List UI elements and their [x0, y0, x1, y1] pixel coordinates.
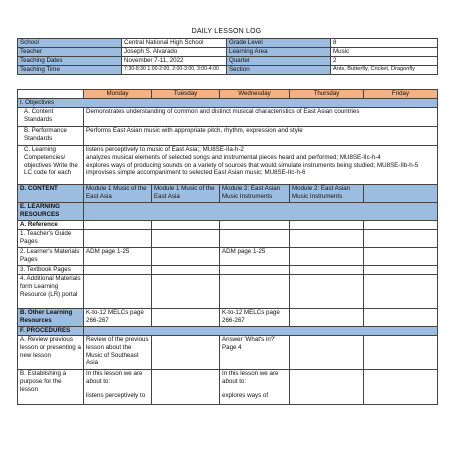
content-thursday: Module 2: East Asian Music Instruments — [290, 185, 364, 203]
dates-label: Teaching Dates — [18, 57, 122, 66]
learners-materials-monday: ADM page 1-25 — [84, 248, 152, 266]
content-tuesday: Module 1 Music of the East Asia — [152, 185, 220, 203]
area-label: Learning Area — [227, 48, 331, 57]
school-value: Central National High School — [122, 39, 227, 48]
review-monday: Review of the previous lesson about the Music of Southeast Asia — [84, 336, 152, 370]
day-thursday: Thursday — [290, 90, 364, 99]
competency-1: listens perceptively to music of East Asia;; MU8SE-IIa-h-2 — [86, 146, 244, 153]
teacher-label: Teacher — [18, 48, 122, 57]
time-label: Teaching Time — [18, 66, 122, 75]
school-label: School — [18, 39, 122, 48]
competency-4: improvises simple accompaniment to selected East Asian music; MU8SE-IIc-h-6 — [86, 169, 306, 177]
purpose-wednesday-line-2: explores ways of — [222, 391, 269, 399]
section-label: Section — [227, 66, 331, 75]
quarter-value: 2 — [331, 57, 438, 66]
learners-materials-label: 2. Learner's Materials Pages — [18, 248, 84, 266]
review-wednesday: Answer 'What's in?' Page 4 — [220, 336, 290, 370]
day-friday: Friday — [364, 90, 438, 99]
other-resources-label: B. Other Learning Resources — [18, 309, 84, 327]
teachers-guide-label: 1. Teacher's Guide Pages — [18, 230, 84, 248]
grade-value: 8 — [331, 39, 438, 48]
content-standards-label: A. Content Standards — [18, 108, 84, 127]
competencies-label: C. Learning Competencies/ objectives Write the LC code for each — [18, 146, 84, 185]
performance-standards-value: Performs East Asian music with appropriate pitch, rhythm, expression and style — [84, 127, 438, 146]
additional-materials-label: 4. Additional Materials form Learning Resource (LR) portal — [18, 275, 84, 309]
purpose-label: B. Establishing a purpose for the lesson — [18, 370, 84, 405]
section-value: Ants, Butterfly, Cricket, Dragonfly — [331, 66, 438, 75]
time-value: 7:30-8:30 1:00-2:00, 2:00-3:00, 3:00-4:00 — [122, 66, 227, 75]
day-monday: Monday — [84, 90, 152, 99]
content-standards-value: Demonstrates understanding of common and distinct musical characteristics of East Asian countries — [84, 108, 438, 127]
reference-label: A. Reference — [18, 221, 84, 230]
competency-3: explores ways of producing sounds on a variety of sources that would simulate instruments being studied; MU8SE-IIb-h-5 — [86, 161, 419, 169]
content-monday: Module 1 Music of the East Asia — [84, 185, 152, 203]
competencies-value — [84, 146, 438, 185]
resources-heading: E. LEARNING RESOURCES — [18, 203, 84, 221]
performance-standards-label: B. Performance Standards — [18, 127, 84, 146]
purpose-monday-line-2: listens perceptively to — [86, 391, 146, 399]
textbook-label: 3. Textbook Pages — [18, 266, 84, 275]
objectives-heading: I. Objectives — [18, 99, 438, 108]
lesson-table — [17, 89, 438, 405]
document-title: DAILY LESSON LOG — [191, 28, 262, 35]
quarter-label: Quarter — [227, 57, 331, 66]
purpose-wednesday-line-1: In this lesson we are about to: — [222, 370, 279, 385]
purpose-wednesday — [220, 370, 290, 405]
review-label: A. Review previous lesson or presenting a new lesson — [18, 336, 84, 370]
learners-materials-wednesday: ADM page 1-25 — [220, 248, 290, 266]
other-resources-wednesday: K-to-12 MELCs page 266-267 — [220, 309, 290, 327]
dates-value: November 7-11, 2022 — [122, 57, 227, 66]
other-resources-monday: K-to-12 MELCs page 266-267 — [84, 309, 152, 327]
content-row-label: D. CONTENT — [18, 185, 84, 203]
content-wednesday: Module 2: East Asian Music Instruments — [220, 185, 290, 203]
competency-2: analyzes musical elements of selected songs and instrumental pieces heard and performed; MU8SE-IIc-h-4 — [86, 153, 381, 161]
day-tuesday: Tuesday — [152, 90, 220, 99]
procedures-heading: F. PROCEDURES — [18, 327, 84, 336]
day-wednesday: Wednesday — [220, 90, 290, 99]
header-table — [17, 38, 438, 75]
purpose-monday — [84, 370, 152, 405]
area-value: Music — [331, 48, 438, 57]
grade-label: Grade Level — [227, 39, 331, 48]
purpose-monday-line-1: In this lesson we are about to: — [86, 370, 143, 385]
teacher-value: Joseph S. Alvarado — [122, 48, 227, 57]
